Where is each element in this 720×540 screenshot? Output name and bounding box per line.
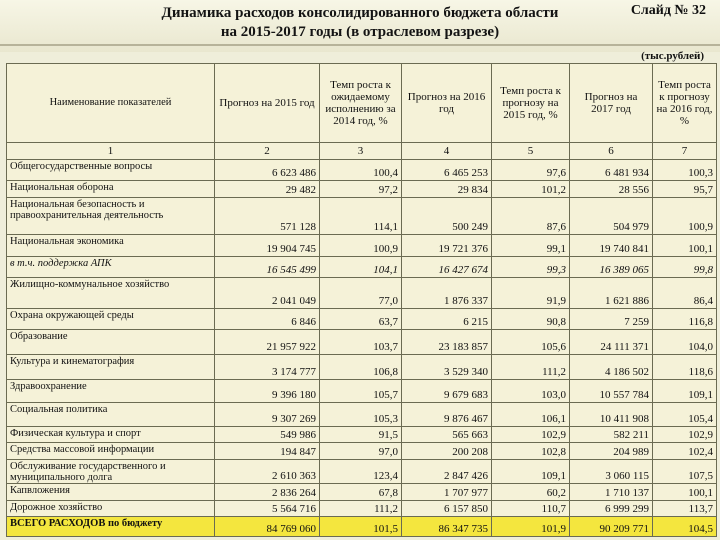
cell-growth-2016: 91,9 bbox=[492, 278, 570, 309]
slide-number: Слайд № 32 bbox=[630, 3, 706, 18]
cell-forecast-2016: 1 876 337 bbox=[402, 278, 492, 309]
cell-growth-2017: 102,4 bbox=[653, 443, 717, 459]
cell-growth-2017: 109,1 bbox=[653, 379, 717, 403]
cell-growth-2015: 67,8 bbox=[320, 484, 402, 500]
cell-forecast-2015: 84 769 060 bbox=[215, 517, 320, 537]
cell-forecast-2017: 28 556 bbox=[570, 180, 653, 197]
cell-growth-2016: 110,7 bbox=[492, 500, 570, 516]
title-line-2: на 2015-2017 годы (в отраслевом разрезе) bbox=[220, 24, 500, 40]
cell-forecast-2016: 29 834 bbox=[402, 180, 492, 197]
cell-growth-2015: 123,4 bbox=[320, 459, 402, 484]
cell-growth-2015: 114,1 bbox=[320, 197, 402, 234]
cell-forecast-2016: 3 529 340 bbox=[402, 355, 492, 380]
cell-growth-2017: 107,5 bbox=[653, 459, 717, 484]
cell-forecast-2017: 24 111 371 bbox=[570, 330, 653, 355]
cell-growth-2017: 86,4 bbox=[653, 278, 717, 309]
slide-header bbox=[0, 0, 720, 52]
table-row bbox=[7, 443, 717, 459]
cell-forecast-2016: 1 707 977 bbox=[402, 484, 492, 500]
table-row bbox=[7, 256, 717, 278]
cell-forecast-2015: 5 564 716 bbox=[215, 500, 320, 516]
cell-forecast-2017: 10 557 784 bbox=[570, 379, 653, 403]
table-row bbox=[7, 308, 717, 330]
col-number: 5 bbox=[492, 143, 570, 160]
cell-forecast-2017: 6 481 934 bbox=[570, 160, 653, 181]
col-header-growth-2017: Темп роста к прогнозу на 2016 год, % bbox=[653, 64, 717, 143]
cell-growth-2017: 102,9 bbox=[653, 426, 717, 442]
col-number: 2 bbox=[215, 143, 320, 160]
row-label: Национальная оборона bbox=[7, 180, 215, 197]
table-row bbox=[7, 426, 717, 442]
row-label: Охрана окружающей среды bbox=[7, 308, 215, 330]
cell-forecast-2015: 571 128 bbox=[215, 197, 320, 234]
cell-forecast-2016: 6 157 850 bbox=[402, 500, 492, 516]
cell-growth-2016: 102,9 bbox=[492, 426, 570, 442]
row-label: Капвложения bbox=[7, 484, 215, 500]
cell-growth-2016: 60,2 bbox=[492, 484, 570, 500]
cell-growth-2017: 99,8 bbox=[653, 256, 717, 278]
row-label: в т.ч. поддержка АПК bbox=[7, 256, 215, 278]
cell-growth-2015: 97,2 bbox=[320, 180, 402, 197]
cell-forecast-2015: 9 307 269 bbox=[215, 403, 320, 427]
budget-table bbox=[6, 63, 717, 537]
cell-forecast-2017: 19 740 841 bbox=[570, 234, 653, 256]
cell-forecast-2017: 7 259 bbox=[570, 308, 653, 330]
cell-forecast-2015: 29 482 bbox=[215, 180, 320, 197]
cell-growth-2016: 101,2 bbox=[492, 180, 570, 197]
table-row bbox=[7, 500, 717, 516]
col-number: 4 bbox=[402, 143, 492, 160]
row-label: Образование bbox=[7, 330, 215, 355]
table-row bbox=[7, 459, 717, 484]
cell-growth-2016: 90,8 bbox=[492, 308, 570, 330]
title-line-1: Динамика расходов консолидированного бюджета области bbox=[161, 5, 559, 21]
cell-forecast-2017: 90 209 771 bbox=[570, 517, 653, 537]
cell-forecast-2016: 23 183 857 bbox=[402, 330, 492, 355]
cell-forecast-2015: 6 846 bbox=[215, 308, 320, 330]
cell-forecast-2017: 1 621 886 bbox=[570, 278, 653, 309]
table-row bbox=[7, 403, 717, 427]
cell-growth-2016: 99,1 bbox=[492, 234, 570, 256]
cell-forecast-2017: 582 211 bbox=[570, 426, 653, 442]
cell-growth-2016: 97,6 bbox=[492, 160, 570, 181]
cell-growth-2015: 91,5 bbox=[320, 426, 402, 442]
row-label: Жилищно-коммунальное хозяйство bbox=[7, 278, 215, 309]
cell-forecast-2016: 16 427 674 bbox=[402, 256, 492, 278]
cell-forecast-2015: 19 904 745 bbox=[215, 234, 320, 256]
cell-growth-2017: 104,0 bbox=[653, 330, 717, 355]
cell-growth-2016: 105,6 bbox=[492, 330, 570, 355]
cell-forecast-2015: 3 174 777 bbox=[215, 355, 320, 380]
cell-forecast-2017: 6 999 299 bbox=[570, 500, 653, 516]
table-row bbox=[7, 330, 717, 355]
cell-forecast-2016: 500 249 bbox=[402, 197, 492, 234]
table-row bbox=[7, 278, 717, 309]
cell-growth-2015: 103,7 bbox=[320, 330, 402, 355]
table-row bbox=[7, 234, 717, 256]
col-number: 6 bbox=[570, 143, 653, 160]
row-label: Культура и кинематография bbox=[7, 355, 215, 380]
cell-growth-2017: 116,8 bbox=[653, 308, 717, 330]
cell-growth-2017: 100,3 bbox=[653, 160, 717, 181]
total-row bbox=[7, 517, 717, 537]
cell-forecast-2017: 4 186 502 bbox=[570, 355, 653, 380]
col-number: 7 bbox=[653, 143, 717, 160]
cell-forecast-2017: 3 060 115 bbox=[570, 459, 653, 484]
cell-forecast-2015: 2 610 363 bbox=[215, 459, 320, 484]
col-header-forecast-2017: Прогноз на 2017 год bbox=[570, 64, 653, 143]
cell-forecast-2015: 21 957 922 bbox=[215, 330, 320, 355]
table-row bbox=[7, 379, 717, 403]
table-row bbox=[7, 484, 717, 500]
cell-forecast-2016: 86 347 735 bbox=[402, 517, 492, 537]
cell-forecast-2017: 204 989 bbox=[570, 443, 653, 459]
cell-growth-2017: 100,9 bbox=[653, 197, 717, 234]
row-label: Физическая культура и спорт bbox=[7, 426, 215, 442]
cell-forecast-2015: 2 836 264 bbox=[215, 484, 320, 500]
cell-growth-2015: 105,3 bbox=[320, 403, 402, 427]
col-header-forecast-2016: Прогноз на 2016 год bbox=[402, 64, 492, 143]
cell-forecast-2016: 2 847 426 bbox=[402, 459, 492, 484]
cell-forecast-2016: 9 876 467 bbox=[402, 403, 492, 427]
cell-growth-2016: 109,1 bbox=[492, 459, 570, 484]
cell-growth-2017: 95,7 bbox=[653, 180, 717, 197]
column-number-row bbox=[7, 143, 717, 160]
units-label: (тыс.рублей) bbox=[641, 50, 704, 62]
slide-title bbox=[110, 4, 610, 42]
cell-forecast-2016: 6 465 253 bbox=[402, 160, 492, 181]
col-number: 3 bbox=[320, 143, 402, 160]
row-label: Здравоохранение bbox=[7, 379, 215, 403]
cell-growth-2015: 101,5 bbox=[320, 517, 402, 537]
row-label: Обслуживание государственного и муниципального долга bbox=[7, 459, 215, 484]
cell-growth-2016: 101,9 bbox=[492, 517, 570, 537]
row-label: Национальная экономика bbox=[7, 234, 215, 256]
cell-growth-2015: 105,7 bbox=[320, 379, 402, 403]
cell-growth-2015: 77,0 bbox=[320, 278, 402, 309]
cell-forecast-2016: 6 215 bbox=[402, 308, 492, 330]
cell-forecast-2016: 200 208 bbox=[402, 443, 492, 459]
cell-forecast-2015: 2 041 049 bbox=[215, 278, 320, 309]
col-header-forecast-2015: Прогноз на 2015 год bbox=[215, 64, 320, 143]
cell-forecast-2015: 16 545 499 bbox=[215, 256, 320, 278]
cell-forecast-2015: 549 986 bbox=[215, 426, 320, 442]
cell-growth-2017: 104,5 bbox=[653, 517, 717, 537]
cell-growth-2015: 104,1 bbox=[320, 256, 402, 278]
col-header-name: Наименование показателей bbox=[7, 64, 215, 143]
cell-growth-2016: 111,2 bbox=[492, 355, 570, 380]
cell-growth-2017: 100,1 bbox=[653, 234, 717, 256]
table-row bbox=[7, 197, 717, 234]
table-row bbox=[7, 180, 717, 197]
cell-forecast-2015: 9 396 180 bbox=[215, 379, 320, 403]
cell-growth-2015: 97,0 bbox=[320, 443, 402, 459]
header-divider bbox=[0, 44, 720, 46]
cell-forecast-2015: 6 623 486 bbox=[215, 160, 320, 181]
row-label: Общегосударственные вопросы bbox=[7, 160, 215, 181]
row-label: ВСЕГО РАСХОДОВ по бюджету bbox=[7, 517, 215, 537]
cell-growth-2016: 102,8 bbox=[492, 443, 570, 459]
cell-forecast-2017: 16 389 065 bbox=[570, 256, 653, 278]
cell-forecast-2015: 194 847 bbox=[215, 443, 320, 459]
cell-growth-2017: 118,6 bbox=[653, 355, 717, 380]
cell-growth-2015: 63,7 bbox=[320, 308, 402, 330]
row-label: Средства массовой информации bbox=[7, 443, 215, 459]
cell-growth-2017: 113,7 bbox=[653, 500, 717, 516]
col-header-growth-2015: Темп роста к ожидаемому исполнению за 2014 год, % bbox=[320, 64, 402, 143]
row-label: Национальная безопасность и правоохранительная деятельность bbox=[7, 197, 215, 234]
row-label: Социальная политика bbox=[7, 403, 215, 427]
col-number: 1 bbox=[7, 143, 215, 160]
cell-growth-2016: 99,3 bbox=[492, 256, 570, 278]
cell-growth-2017: 100,1 bbox=[653, 484, 717, 500]
cell-forecast-2017: 1 710 137 bbox=[570, 484, 653, 500]
cell-forecast-2016: 9 679 683 bbox=[402, 379, 492, 403]
cell-forecast-2016: 19 721 376 bbox=[402, 234, 492, 256]
cell-growth-2015: 100,4 bbox=[320, 160, 402, 181]
cell-forecast-2016: 565 663 bbox=[402, 426, 492, 442]
table-row bbox=[7, 355, 717, 380]
cell-forecast-2017: 10 411 908 bbox=[570, 403, 653, 427]
table-row bbox=[7, 160, 717, 181]
cell-growth-2015: 111,2 bbox=[320, 500, 402, 516]
cell-growth-2015: 100,9 bbox=[320, 234, 402, 256]
row-label: Дорожное хозяйство bbox=[7, 500, 215, 516]
col-header-growth-2016: Темп роста к прогнозу на 2015 год, % bbox=[492, 64, 570, 143]
header-row bbox=[7, 64, 717, 143]
cell-growth-2016: 106,1 bbox=[492, 403, 570, 427]
cell-forecast-2017: 504 979 bbox=[570, 197, 653, 234]
cell-growth-2016: 87,6 bbox=[492, 197, 570, 234]
cell-growth-2017: 105,4 bbox=[653, 403, 717, 427]
cell-growth-2016: 103,0 bbox=[492, 379, 570, 403]
cell-growth-2015: 106,8 bbox=[320, 355, 402, 380]
